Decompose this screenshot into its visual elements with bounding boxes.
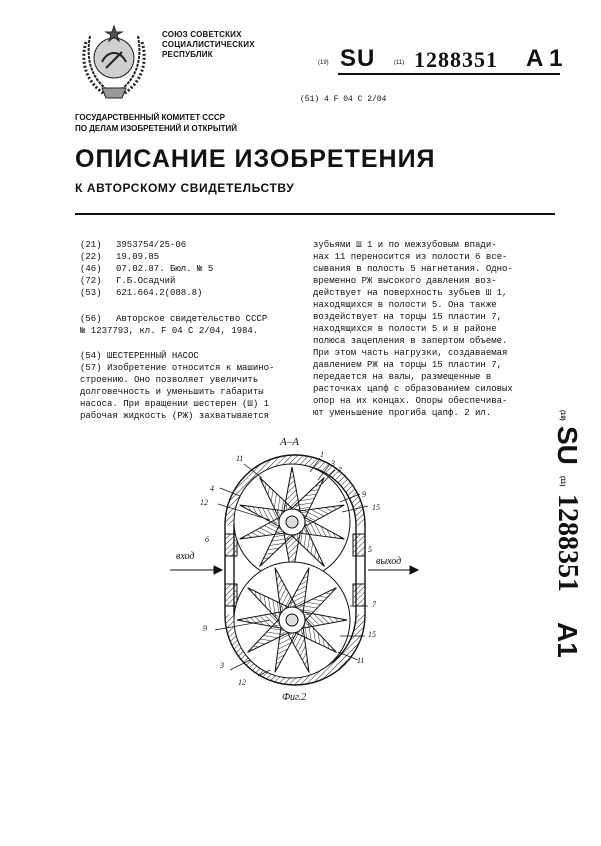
label-12: 12 [200, 498, 208, 507]
abstract-left: (54) ШЕСТЕРЕННЫЙ НАСОС (57) Изобретение относится к машино- строению. Оно позволяет увеличить долговечность и уменьшить габариты насоса. При вращении шестерен (Ш) 1 рабочая жидкость (РЖ) захватывается [80, 351, 275, 421]
outlet-port [353, 534, 365, 606]
kind-code: A 1 [526, 45, 563, 72]
figure-caption: Фиг.2 [282, 692, 307, 703]
vertical-patent-mark: (19) SU (11) 1288351 A1 [552, 410, 583, 658]
label-15: 15 [372, 503, 380, 512]
document-title: ОПИСАНИЕ ИЗОБРЕТЕНИЯ [75, 145, 436, 173]
section-label: A–A [280, 436, 299, 448]
lower-gear [234, 562, 350, 678]
inlet-label: вход [176, 551, 195, 562]
label-9: 9 [362, 490, 366, 499]
label-6: 6 [205, 535, 209, 544]
header-divider [75, 213, 555, 215]
tag-11: (11) [394, 60, 405, 66]
ipc-classification: (51) 4 F 04 C 2/04 [300, 95, 387, 104]
number-underline [338, 73, 560, 75]
tag-19: (19) [318, 60, 329, 66]
pump-figure [170, 430, 420, 720]
inlet-port [225, 534, 237, 606]
label-12-lower: 12 [238, 678, 246, 687]
patent-number: 1288351 [414, 47, 498, 72]
bibliography-56: (56) Авторское свидетельство СССР № 1237793, кл. F 04 C 2/04, 1984. [80, 314, 268, 336]
union-name: СОЮЗ СОВЕТСКИХ СОЦИАЛИСТИЧЕСКИХ РЕСПУБЛИК [162, 30, 255, 59]
label-5: 5 [368, 545, 372, 554]
patent-number-line [318, 45, 580, 73]
label-11: 11 [236, 454, 244, 463]
label-3-lower: 3 [220, 661, 224, 670]
label-9-lower: 9 [203, 624, 207, 633]
committee-name: ГОСУДАРСТВЕННЫЙ КОМИТЕТ СССР ПО ДЕЛАМ ИЗОБРЕТЕНИЙ И ОТКРЫТИЙ [75, 113, 238, 133]
label-11-lower: 11 [357, 656, 365, 665]
country-code: SU [340, 45, 376, 72]
bibliography: (21) 3953754/25-06 (22) 19.09.85 (46) 07.02.87. Бюл. № 5 (72) Г.Б.Осадчий (53) 621.664.2(088.8) [80, 240, 214, 298]
inlet-arrow [170, 566, 222, 574]
abstract-right: зубьями Ш 1 и по межзубовым впади- нах 11 переносится из полости 6 все- сывания в полость 5 нагнетания. Одно- временно РЖ высокого давления воз- действует на поверхность зубьев Ш 1, находящихся в полости 5. Она также воздействует на торцы 15 пластин 7, находящихся в полости 5 и в районе полюса зацепления в запертом объеме. При этом часть нагрузки, создаваемая давлением РЖ на торцы 15 пластин 7, передается на валы, размещенные в расточках цапф с образованием силовых опор на их концах. Опоры обеспечива- ют уменьшение прогиба цапф. 2 ил. [313, 240, 513, 418]
label-15-lower: 15 [368, 630, 376, 639]
label-1: 1 [320, 450, 324, 459]
ussr-coat-of-arms-icon [72, 22, 156, 106]
label-7-lower: 7 [372, 600, 376, 609]
label-3: 3 [331, 459, 335, 468]
outlet-arrow [368, 566, 418, 574]
label-7: 7 [338, 466, 342, 475]
outlet-label: выход [376, 556, 402, 567]
document-subtitle: К АВТОРСКОМУ СВИДЕТЕЛЬСТВУ [75, 181, 295, 195]
label-4: 4 [210, 484, 214, 493]
